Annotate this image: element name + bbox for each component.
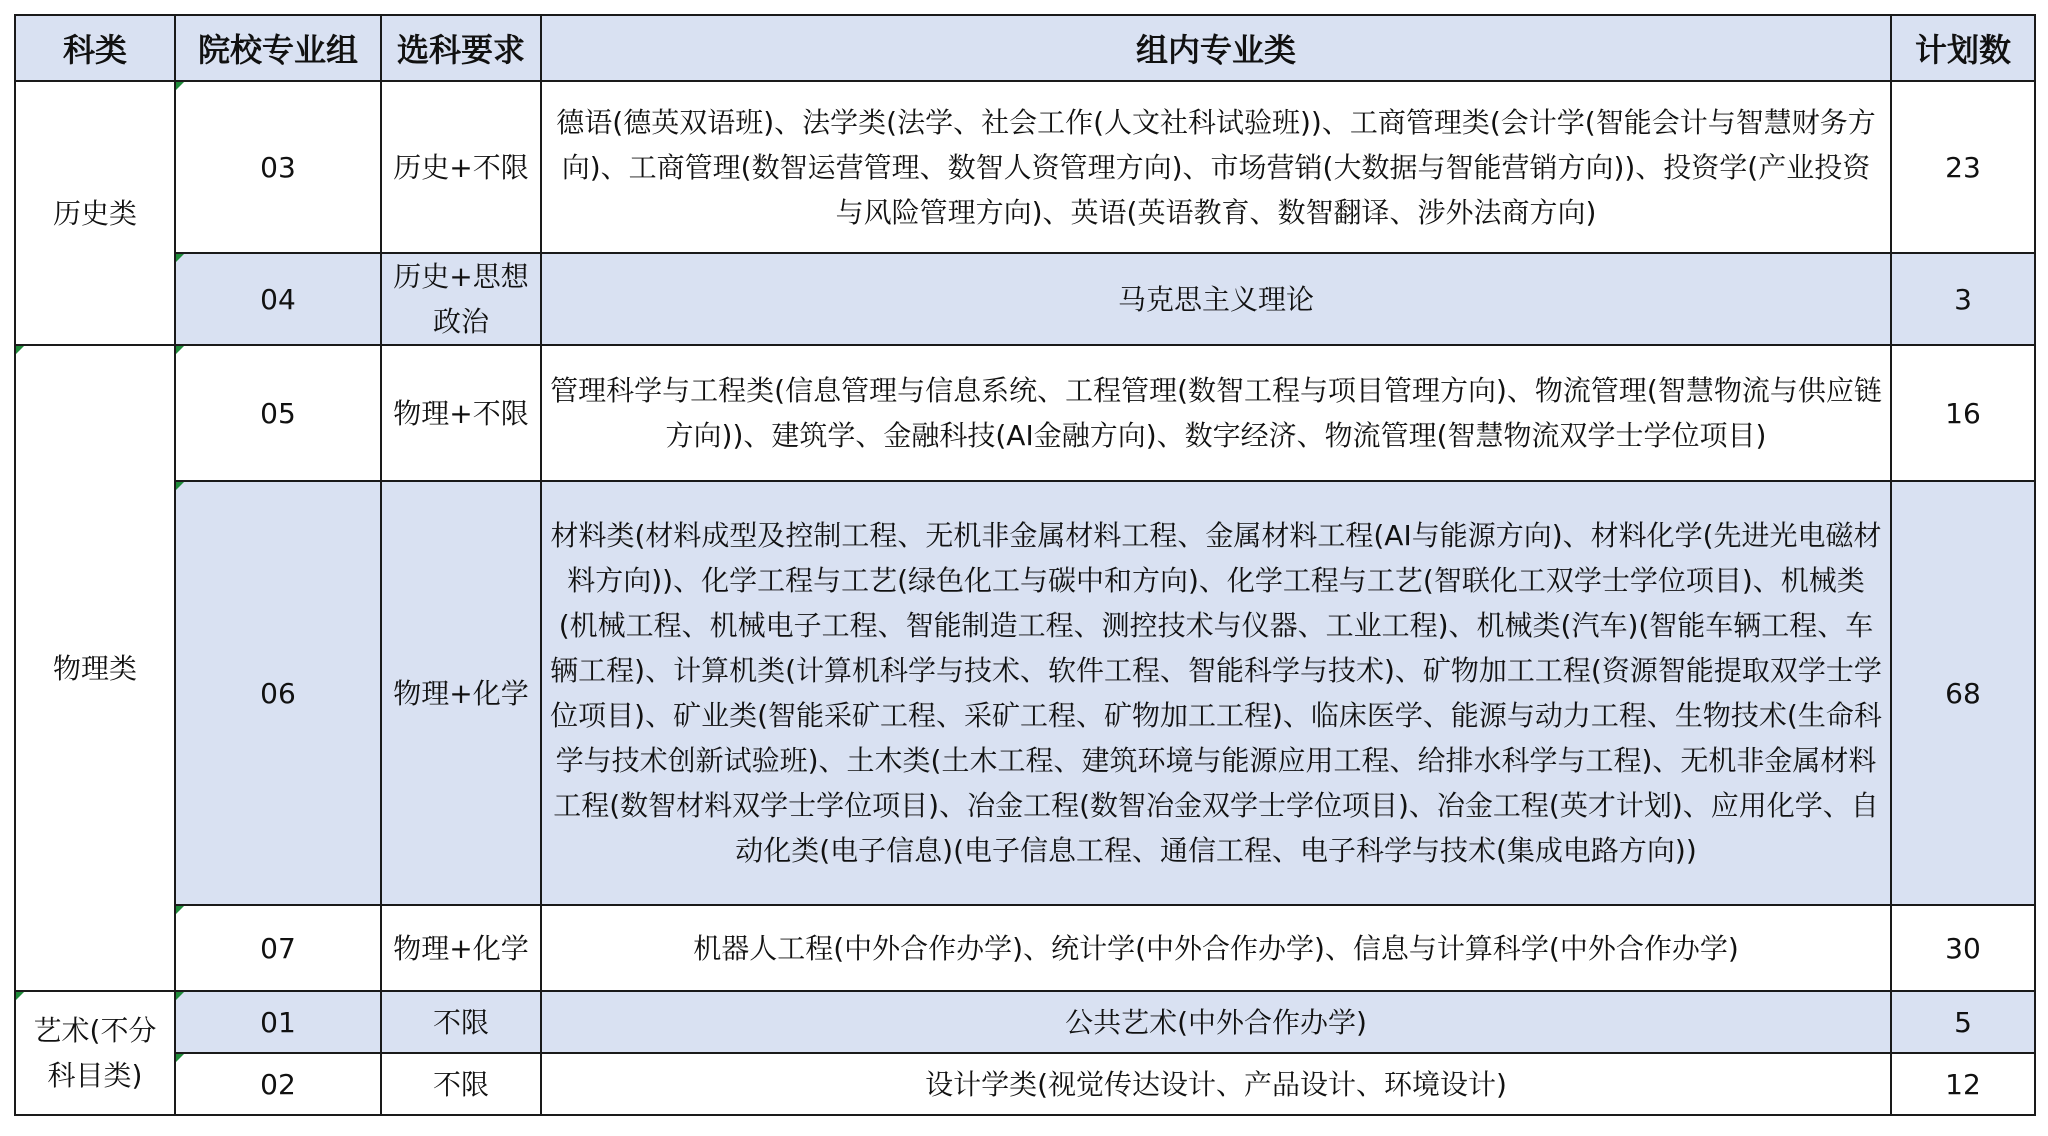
header-subject: 选科要求	[381, 15, 541, 81]
header-majors: 组内专业类	[541, 15, 1891, 81]
plan-cell: 68	[1891, 481, 2035, 905]
subject-cell: 历史+思想政治	[381, 253, 541, 345]
plan-cell: 3	[1891, 253, 2035, 345]
group-cell: 06	[175, 481, 381, 905]
category-cell-physics: 物理类	[15, 345, 175, 991]
subject-cell: 物理+不限	[381, 345, 541, 481]
plan-cell: 23	[1891, 81, 2035, 253]
group-cell: 05	[175, 345, 381, 481]
header-category: 科类	[15, 15, 175, 81]
admission-plan-table-wrapper	[14, 14, 2036, 1116]
group-cell: 03	[175, 81, 381, 253]
header-group: 院校专业组	[175, 15, 381, 81]
group-cell: 04	[175, 253, 381, 345]
table-row	[15, 481, 2035, 905]
plan-cell: 5	[1891, 991, 2035, 1053]
subject-cell: 物理+化学	[381, 905, 541, 991]
majors-cell: 德语(德英双语班)、法学类(法学、社会工作(人文社科试验班))、工商管理类(会计学(智能会计与智慧财务方向)、工商管理(数智运营管理、数智人资管理方向)、市场营销(大数据与智能营销方向))、投资学(产业投资与风险管理方向)、英语(英语教育、数智翻译、涉外法商方向)	[541, 81, 1891, 253]
category-cell-history: 历史类	[15, 81, 175, 345]
majors-cell: 管理科学与工程类(信息管理与信息系统、工程管理(数智工程与项目管理方向)、物流管理(智慧物流与供应链方向))、建筑学、金融科技(AI金融方向)、数字经济、物流管理(智慧物流双学士学位项目)	[541, 345, 1891, 481]
majors-cell: 公共艺术(中外合作办学)	[541, 991, 1891, 1053]
plan-cell: 30	[1891, 905, 2035, 991]
subject-cell: 物理+化学	[381, 481, 541, 905]
majors-cell: 设计学类(视觉传达设计、产品设计、环境设计)	[541, 1053, 1891, 1115]
table-row	[15, 81, 2035, 253]
table-row	[15, 253, 2035, 345]
subject-cell: 不限	[381, 991, 541, 1053]
header-row	[15, 15, 2035, 81]
majors-cell: 马克思主义理论	[541, 253, 1891, 345]
category-cell-art: 艺术(不分科目类)	[15, 991, 175, 1115]
group-cell: 02	[175, 1053, 381, 1115]
majors-cell: 材料类(材料成型及控制工程、无机非金属材料工程、金属材料工程(AI与能源方向)、材料化学(先进光电磁材料方向))、化学工程与工艺(绿色化工与碳中和方向)、化学工程与工艺(智联化工双学士学位项目)、机械类(机械工程、机械电子工程、智能制造工程、测控技术与仪器、工业工程)、机械类(汽车)(智能车辆工程、车辆工程)、计算机类(计算机科学与技术、软件工程、智能科学与技术)、矿物加工工程(资源智能提取双学士学位项目)、矿业类(智能采矿工程、采矿工程、矿物加工工程)、临床医学、能源与动力工程、生物技术(生命科学与技术创新试验班)、土木类(土木工程、建筑环境与能源应用工程、给排水科学与工程)、无机非金属材料工程(数智材料双学士学位项目)、冶金工程(数智冶金双学士学位项目)、冶金工程(英才计划)、应用化学、自动化类(电子信息)(电子信息工程、通信工程、电子科学与技术(集成电路方向))	[541, 481, 1891, 905]
admission-plan-table	[14, 14, 2036, 1116]
table-row	[15, 345, 2035, 481]
subject-cell: 不限	[381, 1053, 541, 1115]
group-cell: 01	[175, 991, 381, 1053]
subject-cell: 历史+不限	[381, 81, 541, 253]
table-row	[15, 905, 2035, 991]
table-row	[15, 991, 2035, 1053]
group-cell: 07	[175, 905, 381, 991]
majors-cell: 机器人工程(中外合作办学)、统计学(中外合作办学)、信息与计算科学(中外合作办学)	[541, 905, 1891, 991]
table-row	[15, 1053, 2035, 1115]
header-plan: 计划数	[1891, 15, 2035, 81]
plan-cell: 12	[1891, 1053, 2035, 1115]
plan-cell: 16	[1891, 345, 2035, 481]
